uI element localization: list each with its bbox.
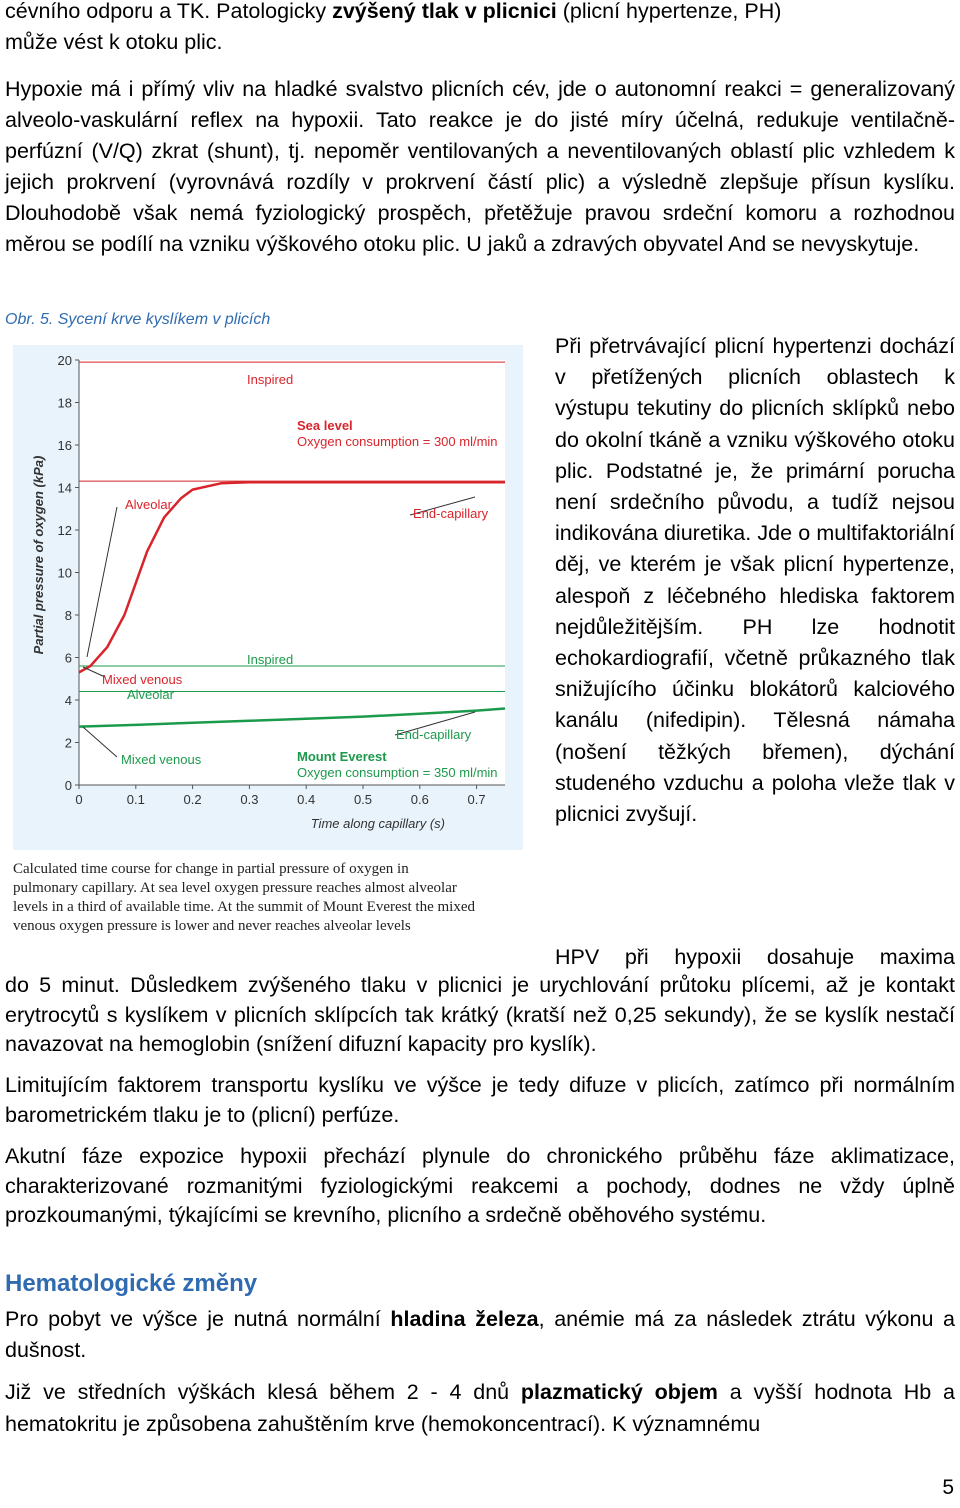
text: Pro pobyt ve výšce je nutná normální (5, 1307, 391, 1331)
paragraph-akutni: Akutní fáze expozice hypoxii přechází plynule do chronického průběhu fáze aklimatizace, charakterizované rozmanitými fyziologickými reakcemi a pochody, dodnes ne vždy úplně prozkoumanými, týkajícími se krevního, plicního a srdečně oběhového systému. (5, 1144, 955, 1227)
y-tick-label: 10 (57, 565, 72, 581)
y-tick-label: 8 (64, 608, 72, 623)
x-tick-label: 0.3 (240, 792, 259, 807)
x-tick-label: 0.4 (297, 792, 316, 807)
x-axis-label: Time along capillary (s) (310, 816, 445, 831)
x-tick-label: 0.6 (410, 792, 429, 807)
x-tick-label: 0.1 (126, 792, 145, 807)
paragraph-hypoxie: Hypoxie má i přímý vliv na hladké svalstvo plicních cév, jde o autonomní reakci = generalizovaný alveolo-vaskulární reflex na hypoxii. Tato reakce je do jisté míry účelná, redukuje ventilačně-perfúzní (V/Q) zkrat (shunt), tj. nepoměr ventilovaných a neventilovaných oblastí plic vzhledem k jejich prokrvení (vyrovnává rozdíly v prokrvení částí plic) a výsledně zlepšuje přísun kyslíku. Dlouhodobě však nemá fyziologický prospěch, přetěžuje pravou srdeční komoru a rozhodnou měrou se podílí na vzniku výškového otoku plic. U jaků a zdravých obyvatel And se nevyskytuje. (5, 77, 955, 256)
paragraph-hpv-first-line: HPV při hypoxii dosahuje maxima (555, 945, 955, 969)
x-tick-label: 0.7 (467, 792, 486, 807)
y-tick-label: 14 (57, 480, 72, 496)
annotation-sea-level: Sea level (297, 418, 353, 433)
text: (plicní hypertenze, PH) (556, 0, 782, 23)
x-tick-label: 0.5 (353, 792, 373, 807)
bold-text: plazmatický objem (520, 1380, 718, 1404)
annotation-inspired-top: Inspired (247, 372, 294, 387)
annotation-end-capillary-bottom: End-capillary (396, 727, 472, 742)
annotation-everest: Mount Everest (297, 749, 387, 764)
paragraph-zelezo (5, 1304, 955, 1366)
figure (5, 337, 535, 947)
annotation-end-capillary-top: End-capillary (413, 506, 489, 521)
figure-description-line: pulmonary capillary. At sea level oxygen pressure reaches almost alveolar (13, 880, 457, 896)
text: může vést k otoku plic. (5, 30, 223, 54)
annotation-sea-level-consumption: Oxygen consumption = 300 ml/min (297, 434, 498, 449)
paragraph-intro (5, 0, 955, 58)
y-tick-label: 0 (64, 778, 72, 793)
y-tick-label: 16 (57, 438, 72, 453)
text: Již ve středních výškách klesá během 2 - 4 dnů (5, 1380, 521, 1404)
x-tick-label: 0.2 (183, 792, 202, 807)
figure-description-line: Calculated time course for change in partial pressure of oxygen in (13, 861, 409, 877)
y-tick-label: 6 (64, 650, 72, 666)
y-tick-label: 2 (64, 735, 72, 751)
y-tick-label: 20 (57, 353, 72, 368)
figure-caption: Obr. 5. Sycení krve kyslíkem v plicích (5, 311, 271, 328)
figure-description-line: venous oxygen pressure is lower and never reaches alveolar levels (13, 918, 411, 934)
section-heading: Hematologické změny (5, 1270, 258, 1297)
y-tick-label: 12 (57, 523, 72, 538)
paragraph-limit: Limitujícím faktorem transportu kyslíku ve výšce je tedy difuze v plicích, zatímco při normálním barometrickém tlaku je to (plicní) perfúze. (5, 1073, 955, 1127)
y-tick-label: 18 (57, 395, 72, 411)
annotation-mixed-venous-top: Mixed venous (102, 672, 183, 687)
paragraph-hpv: do 5 minut. Důsledkem zvýšeného tlaku v plicnici je urychlování průtoku plícemi, až je kontakt erytrocytů s kyslíkem v plicních sklípcích tak krátký (kratší než 0,25 sekundy), že se kyslík nestačí navazovat na hemoglobin (snížení difuzní kapacity pro kyslík). (5, 973, 955, 1056)
annotation-mixed-venous-bottom: Mixed venous (121, 752, 202, 767)
x-tick-label: 0 (75, 792, 83, 807)
text: a vyšší hodnota Hb a hematokritu je způsobena zahuštěním krve (hemokoncentrací). K významnému (5, 1380, 955, 1436)
page-number: 5 (942, 1476, 954, 1499)
paragraph-plazma (5, 1377, 955, 1440)
figure-description-line: levels in a third of available time. At the summit of Mount Everest the mixed (13, 899, 475, 915)
annotation-everest-consumption: Oxygen consumption = 350 ml/min (297, 765, 498, 780)
oxygen-chart (5, 337, 535, 947)
paragraph-side: Při přetrvávající plicní hypertenzi dochází v přetížených plicních oblastech k výstupu tekutiny do plicních sklípků nebo do okolní tkáně a vzniku výškového otoku plic. Podstatné je, že primární porucha není srdečního původu, a tudíž nejsou indikována diuretika. Jde o multifaktoriální děj, ve kterém je však plicní hypertenze, alespoň z léčebného hlediska faktorem nejdůležitějším. PH lze hodnotit echokardiografií, včetně průkazného tlak snižujícího účinku blokátorů kalciového kanálu (nifedipin). Tělesná námaha (nošení těžkých břemen), dýchání studeného vzduchu a poloha vleže tlak v plicnici zvyšují. (555, 334, 955, 827)
text: cévního odporu a TK. Patologicky (5, 0, 333, 23)
annotation-inspired-bottom: Inspired (247, 652, 294, 667)
bold-text: zvýšený tlak v plicnici (332, 0, 557, 23)
y-axis-label: Partial pressure of oxygen (kPa) (31, 455, 46, 655)
annotation-alveolar-bottom: Alveolar (127, 687, 174, 702)
bold-text: hladina železa (390, 1307, 539, 1331)
y-tick-label: 4 (64, 693, 72, 708)
annotation-alveolar-top: Alveolar (125, 497, 172, 512)
text: , anémie má za následek ztrátu výkonu a dušnost. (5, 1307, 955, 1362)
